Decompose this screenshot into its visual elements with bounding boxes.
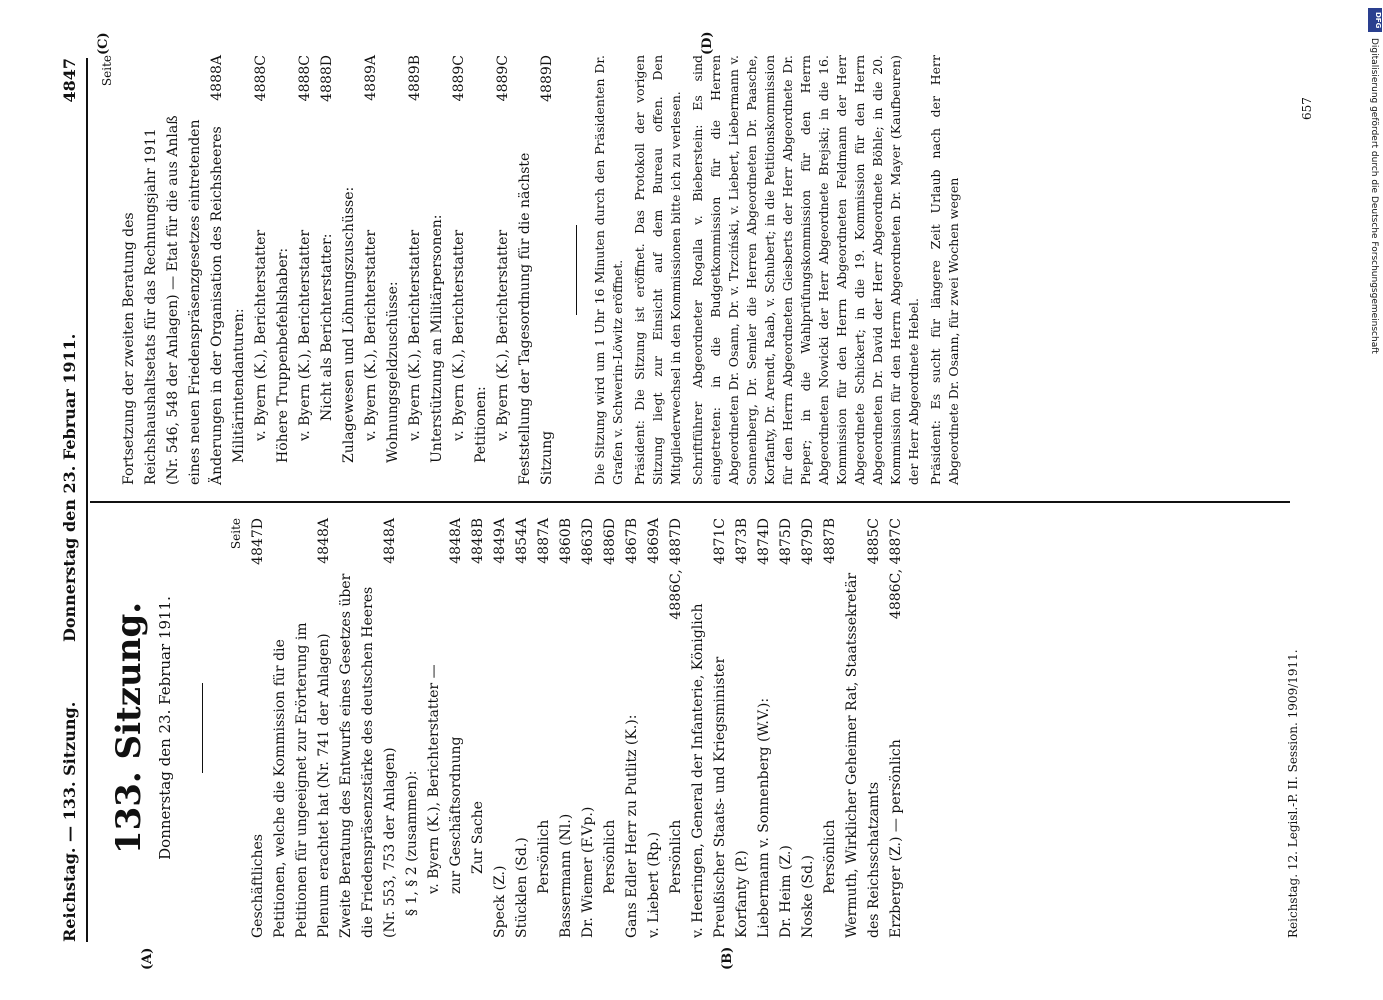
toc-left-entry-text: Petitionen, welche die Kommission für die Petitionen für ungeeignet zur Erörterung im Plenum erachtet hat (Nr. 741 der Anlagen) [272, 622, 332, 938]
footer: Reichstag. 12. Legisl.-P. II. Session. 1909/1911. [1286, 649, 1300, 938]
toc-right-entry-page: 4889B [407, 55, 423, 101]
toc-right-entry [448, 55, 470, 485]
toc-right-entry [316, 55, 338, 485]
toc-left-entry [687, 518, 731, 938]
toc-left-entry-text: Bassermann (Nl.) [558, 813, 574, 938]
toc-right-entry-page: 4888C [297, 55, 313, 102]
session-title: 133. Sitzung. [109, 601, 149, 855]
toc-right-entry-text: v. Byern (K.), Berichterstatter [253, 229, 269, 441]
toc-left-entry-text: Korfanty (P.) [734, 850, 750, 938]
toc-left-entry [621, 518, 643, 938]
toc-right-entry-text: v. Byern (K.), Berichterstatter [451, 229, 467, 441]
toc-left-entry [731, 518, 753, 938]
column-mark-b: (B) [720, 946, 735, 970]
toc-right [118, 55, 558, 485]
toc-left-entry [445, 518, 467, 938]
left-column [96, 518, 907, 938]
toc-left-entry [599, 518, 621, 938]
toc-left-entry [467, 518, 489, 938]
toc-left [247, 518, 907, 938]
body-paragraph: Präsident: Die Sitzung ist eröffnet. Das Protokoll der vorigen Sitzung liegt zur Einsicht auf dem Bureau offen. Den Mitgliederwechsel in den Kommissionen bitte ich zu verlesen. [632, 55, 683, 485]
toc-left-entry-page: 4871C [712, 518, 728, 565]
toc-right-entry [382, 55, 404, 485]
toc-left-entry [775, 518, 797, 938]
toc-left-entry-text: Liebermann v. Sonnenberg (W.V.): [756, 697, 772, 938]
toc-left-entry [819, 518, 841, 938]
toc-right-entry-page: 4889A [363, 55, 379, 101]
toc-left-entry-page: 4863D [580, 518, 596, 565]
toc-left-entry-page: 4886C, 4887C [888, 518, 904, 620]
toc-left-entry-page: 4848A [316, 518, 332, 564]
toc-left-entry-text: Wermuth, Wirklicher Geheimer Rat, Staatssekretär des Reichsschatzamts [844, 572, 882, 938]
toc-left-entry-text: Dr. Heim (Z.) [778, 845, 794, 938]
toc-right-entry [272, 55, 294, 485]
toc-left-entry-text: Noske (Sd.) [800, 854, 816, 938]
toc-left-entry [555, 518, 577, 938]
toc-left-entry [643, 518, 665, 938]
toc-left-entry-text: Persönlich [536, 819, 552, 894]
toc-right-entry [470, 55, 492, 485]
toc-right-entry-text: Zulagewesen und Löhnungszuschüsse: [341, 186, 357, 463]
toc-left-entry-page: 4875D [778, 518, 794, 565]
toc-right-entry [118, 55, 228, 485]
toc-right-entry-page: 4888C [253, 55, 269, 102]
session-date: Donnerstag den 23. Februar 1911. [156, 596, 174, 860]
toc-left-entry-page: 4886C, 4887D [668, 518, 684, 620]
toc-right-entry-text: Höhere Truppenbefehlshaber: [275, 247, 291, 463]
toc-left-entry [753, 518, 775, 938]
toc-right-entry-text: Petitionen: [473, 386, 489, 463]
toc-left-entry-text: Persönlich [602, 819, 618, 894]
header-left: Reichstag. — 133. Sitzung. [60, 701, 79, 942]
toc-left-entry-page: 4860B [558, 518, 574, 564]
toc-right-entry-text: v. Byern (K.), Berichterstatter [495, 229, 511, 441]
toc-left-entry-text: Stücklen (Sd.) [514, 837, 530, 938]
header-page-number: 4847 [60, 58, 79, 103]
toc-right-entry-page: 4888A [209, 55, 225, 101]
toc-right-entry-page: 4889C [451, 55, 467, 102]
toc-right-entry-text: v. Byern (K.), Berichterstatter [297, 229, 313, 441]
toc-left-entry-text: Persönlich [668, 819, 684, 894]
toc-left-entry [269, 518, 335, 938]
toc-left-entry-text: zur Geschäftsordnung [448, 736, 464, 894]
toc-left-entry-page: 4848B [470, 518, 486, 564]
toc-left-entry-text: v. Heeringen, General der Infanterie, Königlich Preußischer Staats- und Kriegsminister [690, 603, 728, 938]
toc-right-entry [426, 55, 448, 485]
toc-left-entry-page: 4848A [448, 518, 464, 564]
toc-left-entry-page: 4847D [250, 518, 266, 565]
toc-right-entry-text: v. Byern (K.), Berichterstatter [363, 229, 379, 441]
toc-left-entry [665, 518, 687, 938]
toc-right-entry [294, 55, 316, 485]
column-mark-a: (A) [140, 947, 155, 970]
toc-left-entry [885, 518, 907, 938]
toc-left-entry [841, 518, 885, 938]
toc-left-entry [797, 518, 819, 938]
toc-left-entry-page: 4867B [624, 518, 640, 564]
digitization-strip [1368, 8, 1382, 998]
toc-left-entry-page: 4887B [822, 518, 838, 564]
toc-left-entry-text: Gans Edler Herr zu Putlitz (K.): [624, 714, 640, 938]
body-text [591, 55, 963, 485]
seite-label: Seite [229, 518, 243, 550]
toc-left-entry [401, 518, 423, 938]
dfg-logo: DFG [1368, 8, 1382, 32]
toc-left-entry-text: Zweite Beratung des Entwurfs eines Gesetzes über die Friedenspräsenzstärke des deutschen Heeres (Nr. 553, 753 der Anlagen) [338, 573, 398, 938]
toc-left-entry [423, 518, 445, 938]
toc-left-entry-page: 4849A [492, 518, 508, 564]
toc-left-entry-page: 4873B [734, 518, 750, 564]
toc-right-entry-text: Wohnungsgeldzuschüsse: [385, 281, 401, 463]
toc-left-entry-text: Dr. Wiemer (F.Vp.) [580, 806, 596, 938]
body-paragraph: Die Sitzung wird um 1 Uhr 16 Minuten durch den Präsidenten Dr. Grafen v. Schwerin-Löwitz eröffnet. [592, 55, 625, 485]
toc-left-entry-text: Erzberger (Z.) — persönlich [888, 739, 904, 938]
toc-left-entry-text: § 1, § 2 (zusammen): [404, 770, 420, 916]
running-header [58, 58, 88, 942]
header-center: Donnerstag den 23. Februar 1911. [60, 333, 79, 642]
toc-left-entry-text: v. Liebert (Rp.) [646, 831, 662, 938]
body-paragraph: Präsident: Es sucht für längere Zeit Urlaub nach der Herr Abgeordnete Dr. Osann, für zwei Wochen wegen [928, 55, 961, 485]
toc-right-entry [404, 55, 426, 485]
toc-left-entry [247, 518, 269, 938]
toc-left-entry-page: 4874D [756, 518, 772, 565]
toc-left-entry-text: Zur Sache [470, 801, 486, 874]
right-column [96, 55, 967, 485]
toc-right-entry [228, 55, 250, 485]
section-rule [576, 225, 577, 315]
column-mark-d: (D) [700, 31, 715, 55]
toc-right-entry-text: Feststellung der Tagesordnung für die nächste Sitzung [517, 152, 555, 485]
toc-right-entry-page: 4889D [539, 55, 555, 102]
toc-left-entry-page: 4887A [536, 518, 552, 564]
column-mark-c: (C) [96, 32, 111, 55]
toc-left-entry-text: Speck (Z.) [492, 865, 508, 938]
column-divider [90, 501, 1290, 503]
toc-right-entry-text: Unterstützung an Militärpersonen: [429, 214, 445, 463]
toc-left-entry [533, 518, 555, 938]
toc-left-entry-page: 4869A [646, 518, 662, 564]
toc-right-entry-text: v. Byern (K.), Berichterstatter [407, 229, 423, 441]
toc-right-entry-text: Nicht als Berichterstatter: [319, 233, 335, 421]
toc-right-entry [360, 55, 382, 485]
sheet-number: 657 [1300, 97, 1314, 120]
digitization-note: Digitalisierung gefördert durch die Deutsche Forschungsgemeinschaft [1369, 38, 1379, 354]
toc-left-entry-text: Persönlich [822, 819, 838, 894]
toc-right-entry [250, 55, 272, 485]
toc-right-entry-page: 4889C [495, 55, 511, 102]
toc-left-entry-page: 4854A [514, 518, 530, 564]
body-paragraph: Schriftführer Abgeordneter Rogalla v. Bieberstein: Es sind eingetreten: in die Budgetkommission für die Herren Abgeordneten Dr. Osann, Dr. v. Trzciński, v. Liebert, Liebermann v. Sonnenberg, Dr. Semler die Herren Abgeordneten Dr. Paasche, Korfanty, Dr. Arendt, Raab, v. Schubert; in die Petitionskommission für den Herrn Abgeordneten Giesberts der Herr Abgeordnete Dr. Pieper; in die Wahlprüfungskommission für den Herrn Abgeordneten Nowicki der Herr Abgeordnete Brejski; in die 16. Kommission für den Herrn Abgeordneten Feldmann der Herr Abgeordnete Schickert; in die 19. Kommission für den Herrn Abgeordneten Dr. David der Herr Abgeordnete Böhle; in die 20. Kommission für den Herrn Abgeordneten Dr. Mayer (Kaufbeuren) der Herr Abgeordnete Hebel. [690, 55, 921, 485]
toc-left-entry-page: 4848A [382, 518, 398, 564]
toc-left-entry [489, 518, 511, 938]
toc-left-entry-page: 4885C [866, 518, 882, 565]
toc-right-entry [492, 55, 514, 485]
toc-left-entry-text: v. Byern (K.), Berichterstatter — [426, 664, 442, 894]
toc-left-entry [511, 518, 533, 938]
toc-left-entry-page: 4879D [800, 518, 816, 565]
toc-left-entry [577, 518, 599, 938]
toc-right-entry-text: Militärintendanturen: [231, 308, 247, 463]
toc-right-entry [514, 55, 558, 485]
toc-right-entry-text: Fortsetzung der zweiten Beratung des Reichshaushaltsetats für das Rechnungsjahr 1911 (Nr. 546, 548 der Anlagen) — Etat für die aus Anlaß eines neuen Friedenspräsenzgesetzes eintretenden Änderungen in der Organisation des Reichsheeres [121, 115, 225, 485]
toc-left-entry-page: 4886D [602, 518, 618, 565]
title-rule [202, 683, 203, 773]
toc-right-entry-page: 4888D [319, 55, 335, 102]
seite-label-right: Seite [100, 55, 114, 87]
toc-left-entry-text: Geschäftliches [250, 834, 266, 938]
toc-right-entry [338, 55, 360, 485]
toc-left-entry [335, 518, 401, 938]
